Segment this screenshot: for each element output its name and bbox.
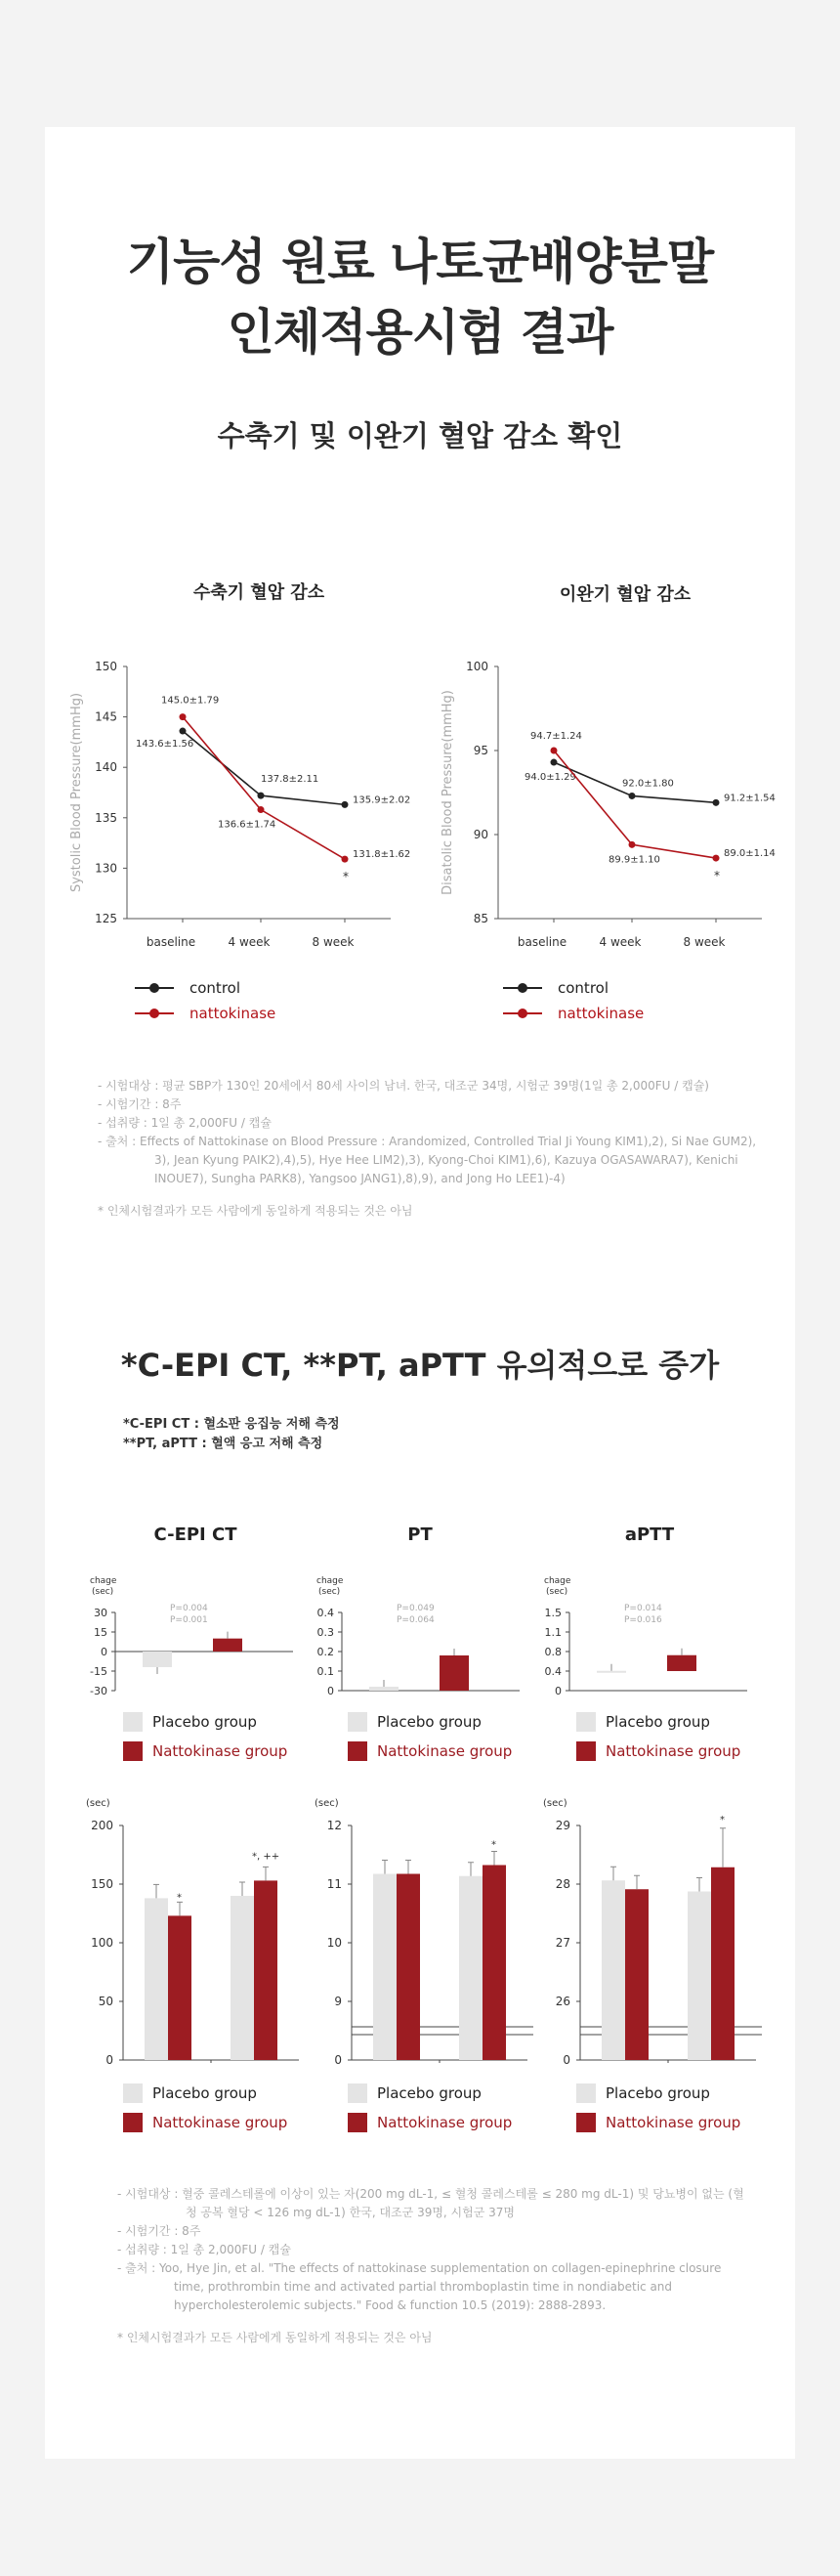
- bar-placebo: [143, 1652, 172, 1667]
- bar-nattokinase: [625, 1889, 649, 2060]
- y-tick-label: 0.1: [316, 1665, 334, 1678]
- aptt-absolute-chart: [533, 1794, 762, 2068]
- data-label: 137.8±2.11: [261, 774, 319, 786]
- legend-placebo: [576, 1712, 710, 1732]
- y-tick-label: 10: [326, 1936, 342, 1950]
- coag-note-1: - 시험대상 : 혈중 콜레스테롤에 이상이 있는 자(200 mg dL-1, ≤ 혈청 콜레스테롤 ≤ 280 mg dL-1) 및 당뇨병이 없는 (혈청 공복 혈당 < 126 mg dL-1) 한국, 대조군 39명, 시험군 37명: [117, 2187, 744, 2219]
- systolic-chart-title: 수축기 혈압 감소: [192, 582, 325, 603]
- significance-mark: *: [491, 1839, 496, 1851]
- y-tick-label: 26: [555, 1995, 570, 2008]
- y-tick-label: 1.5: [544, 1607, 562, 1619]
- y-tick-label: 0: [555, 1685, 562, 1697]
- bar-nattokinase: [711, 1868, 735, 2060]
- data-point-nattokinase: [258, 806, 265, 813]
- y-tick-label: 0: [334, 2053, 342, 2067]
- data-label: 145.0±1.79: [161, 695, 220, 707]
- data-point-nattokinase: [180, 713, 187, 720]
- legend-nattokinase: [576, 2113, 740, 2132]
- page-title-line1: 기능성 원료 나토균배양분말: [126, 234, 714, 290]
- y-tick-label: 30: [94, 1607, 107, 1619]
- y-tick-label: 0.4: [544, 1665, 562, 1678]
- aptt-chart-title: aPTT: [624, 1524, 675, 1545]
- data-point-control: [629, 793, 636, 799]
- data-point-nattokinase: [629, 841, 636, 848]
- significance-mark: *: [714, 869, 720, 883]
- legend-placebo-swatch: [576, 2083, 596, 2103]
- y-tick-label: 0.8: [544, 1646, 562, 1658]
- y-tick-label: 12: [326, 1819, 342, 1832]
- legend-nattokinase: [135, 1005, 275, 1022]
- bar-placebo: [602, 1880, 625, 2060]
- y-tick-label: 28: [555, 1877, 570, 1891]
- legend-nattokinase: [576, 1741, 740, 1761]
- bar-placebo: [231, 1896, 254, 2060]
- legend-placebo-label: Placebo group: [606, 2084, 710, 2102]
- significance-mark: *: [177, 1892, 182, 1904]
- coag-section-title: *C-EPI CT, **PT, aPTT 유의적으로 증가: [120, 1347, 720, 1384]
- legend-nattokinase-label: Nattokinase group: [606, 2114, 741, 2131]
- bar-nattokinase: [483, 1866, 506, 2061]
- y-tick-label: 100: [91, 1936, 113, 1950]
- data-point-control: [342, 801, 349, 808]
- y-tick-label: 140: [95, 760, 117, 775]
- y-tick-label: 85: [473, 912, 488, 925]
- y-tick-label: 0.2: [316, 1646, 334, 1658]
- y-tick-label: 29: [555, 1819, 570, 1832]
- y-unit-label: chage: [316, 1576, 344, 1586]
- data-label: 135.9±2.02: [353, 794, 411, 806]
- y-tick-label: -15: [90, 1665, 107, 1678]
- coag-note-2: - 시험기간 : 8주: [117, 2224, 201, 2238]
- legend-control: [135, 979, 240, 997]
- data-label: 131.8±1.62: [353, 849, 411, 861]
- pt-absolute-chart: [305, 1794, 533, 2068]
- y-tick-label: 15: [94, 1626, 107, 1639]
- bar-nattokinase: [440, 1655, 469, 1691]
- legend-placebo-swatch: [576, 1712, 596, 1732]
- p-value: P=0.004: [170, 1604, 208, 1613]
- page-title-line2: 인체적용시험 결과: [227, 304, 613, 361]
- y-tick-label: 9: [334, 1995, 342, 2008]
- data-label: 94.0±1.29: [525, 772, 576, 784]
- legend-placebo-swatch: [123, 2083, 143, 2103]
- bp-note-1: - 시험대상 : 평균 SBP가 130인 20세에서 80세 사이의 남녀. 한국, 대조군 34명, 시험군 39명(1일 총 2,000FU / 캡슐): [98, 1079, 709, 1093]
- y-tick-label: 0: [563, 2053, 570, 2067]
- coag-note-3: - 섭취량 : 1일 총 2,000FU / 캡슐: [117, 2243, 291, 2256]
- bar-nattokinase: [254, 1880, 277, 2060]
- bp-study-notes: [98, 1077, 762, 1221]
- bp-note-2: - 시험기간 : 8주: [98, 1097, 182, 1111]
- y-unit-label: (sec): [543, 1798, 567, 1809]
- x-tick-label: 4 week: [599, 935, 642, 949]
- bar-placebo: [688, 1892, 711, 2061]
- legend-placebo: [348, 1712, 482, 1732]
- y-unit-label: (sec): [546, 1587, 568, 1597]
- data-point-control: [180, 728, 187, 735]
- cepi-chart-title: C-EPI CT: [153, 1524, 237, 1545]
- legend-nattokinase: [123, 1741, 287, 1761]
- y-tick-label: 150: [95, 660, 117, 673]
- p-value: P=0.001: [170, 1615, 208, 1625]
- legend-placebo-swatch: [123, 1712, 143, 1732]
- data-point-control: [551, 759, 558, 766]
- legend-nattokinase-2: [503, 1005, 644, 1022]
- cepi-absolute-chart: [76, 1794, 305, 2068]
- pt-chart-title: PT: [407, 1524, 433, 1545]
- p-value: P=0.014: [624, 1604, 662, 1613]
- coag-definitions: [123, 1415, 340, 1454]
- legend-nattokinase-label: Nattokinase group: [152, 2114, 288, 2131]
- data-label: 136.6±1.74: [218, 819, 276, 831]
- significance-mark: *: [720, 1814, 725, 1825]
- legend-placebo: [123, 1712, 257, 1732]
- data-label: 89.9±1.10: [609, 854, 660, 866]
- series-line-nattokinase: [183, 717, 345, 860]
- y-tick-label: 27: [555, 1936, 570, 1950]
- legend-placebo-label: Placebo group: [377, 1713, 482, 1731]
- legend-nattokinase: [348, 1741, 512, 1761]
- p-value: P=0.016: [624, 1615, 662, 1625]
- legend-nattokinase-label: Nattokinase group: [377, 2114, 513, 2131]
- y-tick-label: 135: [95, 810, 117, 825]
- def-pt-aptt: **PT, aPTT : 혈액 응고 저해 측정: [123, 1437, 323, 1451]
- y-tick-label: 150: [91, 1877, 113, 1891]
- bp-disclaimer: * 인체시험결과가 모든 사람에게 동일하게 적용되는 것은 아님: [98, 1204, 413, 1218]
- legend-control-label-2: control: [558, 979, 609, 997]
- bp-note-3: - 섭취량 : 1일 총 2,000FU / 캡슐: [98, 1116, 272, 1130]
- legend-nattokinase-label-2: nattokinase: [558, 1005, 645, 1022]
- legend-nattokinase-label: nattokinase: [189, 1005, 276, 1022]
- x-tick-label: 4 week: [228, 935, 271, 949]
- x-tick-label: 8 week: [312, 935, 355, 949]
- legend-placebo-label: Placebo group: [152, 2084, 257, 2102]
- y-unit-label: chage: [90, 1576, 117, 1586]
- legend-nattokinase-label: Nattokinase group: [152, 1742, 288, 1760]
- aptt-change-chart: [532, 1573, 757, 1700]
- x-tick-label: baseline: [517, 935, 567, 949]
- legend-placebo-label: Placebo group: [152, 1713, 257, 1731]
- y-tick-label: 0: [105, 2053, 113, 2067]
- bar-nattokinase: [168, 1915, 191, 2060]
- legend-placebo-swatch: [348, 1712, 367, 1732]
- diastolic-chart-title: 이완기 혈압 감소: [559, 584, 692, 605]
- data-label: 89.0±1.14: [724, 848, 776, 860]
- data-point-control: [258, 793, 265, 799]
- y-tick-label: 100: [466, 660, 488, 673]
- bar-placebo: [597, 1671, 626, 1673]
- y-tick-label: 0: [101, 1646, 107, 1658]
- y-tick-label: 1.1: [544, 1626, 562, 1639]
- legend-nattokinase: [123, 2113, 287, 2132]
- bar-placebo: [373, 1874, 397, 2061]
- legend-nattokinase: [348, 2113, 512, 2132]
- coag-study-notes: [117, 2185, 752, 2347]
- legend-placebo-swatch: [348, 2083, 367, 2103]
- bp-note-4: - 출처 : Effects of Nattokinase on Blood Pressure : Arandomized, Controlled Trial Ji Young KIM1),2), Si Nae GUM2), 3), Jean Kyung PAIK2),4),5), Hye Hee LIM2),3), Kyong-Choi KIM1),6), Kazuya OGASAWARA7), Kenichi INOUE7), Sungha PARK8), Yangsoo JANG1),8),9), and Jong Ho LEE1)-4): [98, 1135, 757, 1185]
- y-tick-label: -30: [90, 1685, 107, 1697]
- bar-placebo: [145, 1898, 168, 2060]
- y-tick-label: 125: [95, 912, 117, 925]
- legend-nattokinase-swatch: [123, 1741, 143, 1761]
- def-cepi: *C-EPI CT : 혈소판 응집능 저해 측정: [123, 1417, 340, 1432]
- legend-control-label: control: [189, 979, 240, 997]
- legend-nattokinase-label: Nattokinase group: [377, 1742, 513, 1760]
- legend-nattokinase-swatch: [576, 2113, 596, 2132]
- data-label: 94.7±1.24: [530, 731, 582, 742]
- y-tick-label: 200: [91, 1819, 113, 1832]
- x-tick-label: baseline: [146, 935, 196, 949]
- pt-change-chart: [305, 1573, 529, 1700]
- legend-placebo: [123, 2083, 257, 2103]
- data-label: 143.6±1.56: [136, 739, 194, 751]
- data-point-nattokinase: [713, 855, 720, 862]
- legend-placebo-label: Placebo group: [377, 2084, 482, 2102]
- coag-note-4: - 출처 : Yoo, Hye Jin, et al. "The effects of nattokinase supplementation on collagen-epinephrine closure time, prothrombin time and activated partial thromboplastin time in nondiabetic and hypercholesterolemic subjects." Food & function 10.5 (2019): 2888-2893.: [117, 2261, 722, 2312]
- series-line-nattokinase: [554, 751, 716, 858]
- page-subtitle: 수축기 및 이완기 혈압 감소 확인: [217, 419, 623, 452]
- legend-nattokinase-swatch: [348, 1741, 367, 1761]
- y-axis-label: Disatolic Blood Pressure(mmHg): [441, 690, 455, 895]
- data-point-nattokinase: [342, 856, 349, 863]
- y-tick-label: 0.3: [316, 1626, 334, 1639]
- bar-placebo: [459, 1876, 483, 2060]
- y-tick-label: 130: [95, 861, 117, 876]
- y-unit-label: (sec): [92, 1587, 114, 1597]
- y-tick-label: 95: [473, 744, 488, 757]
- y-tick-label: 50: [98, 1995, 113, 2008]
- y-tick-label: 145: [95, 709, 117, 724]
- p-value: P=0.064: [397, 1615, 435, 1625]
- data-label: 92.0±1.80: [622, 778, 674, 790]
- legend-nattokinase-swatch: [576, 1741, 596, 1761]
- bar-nattokinase: [397, 1874, 420, 2061]
- x-tick-label: 8 week: [683, 935, 726, 949]
- y-axis-label: Systolic Blood Pressure(mmHg): [69, 692, 84, 893]
- data-point-control: [713, 799, 720, 806]
- series-line-control: [183, 731, 345, 804]
- y-unit-label: (sec): [86, 1798, 110, 1809]
- bar-placebo: [369, 1687, 399, 1691]
- legend-placebo: [576, 2083, 710, 2103]
- y-tick-label: 11: [326, 1877, 342, 1891]
- bar-nattokinase: [667, 1655, 696, 1671]
- bar-nattokinase: [213, 1639, 242, 1652]
- significance-mark: *: [343, 870, 349, 884]
- legend-placebo-label: Placebo group: [606, 1713, 710, 1731]
- y-tick-label: 90: [473, 828, 488, 841]
- y-unit-label: (sec): [315, 1798, 339, 1809]
- legend-nattokinase-swatch: [348, 2113, 367, 2132]
- y-unit-label: chage: [544, 1576, 571, 1586]
- legend-nattokinase-label: Nattokinase group: [606, 1742, 741, 1760]
- legend-nattokinase-swatch: [123, 2113, 143, 2132]
- content-card: [45, 127, 795, 2459]
- y-tick-label: 0: [327, 1685, 334, 1697]
- diastolic-line-chart: [430, 645, 801, 967]
- cepi-change-chart: [78, 1573, 303, 1700]
- y-unit-label: (sec): [318, 1587, 341, 1597]
- systolic-line-chart: [59, 645, 430, 967]
- legend-placebo: [348, 2083, 482, 2103]
- data-label: 91.2±1.54: [724, 793, 776, 804]
- significance-mark: *, ++: [252, 1851, 280, 1863]
- data-point-nattokinase: [551, 748, 558, 754]
- coag-disclaimer: * 인체시험결과가 모든 사람에게 동일하게 적용되는 것은 아님: [117, 2331, 433, 2344]
- p-value: P=0.049: [397, 1604, 435, 1613]
- legend-control-2: [503, 979, 609, 997]
- y-tick-label: 0.4: [316, 1607, 334, 1619]
